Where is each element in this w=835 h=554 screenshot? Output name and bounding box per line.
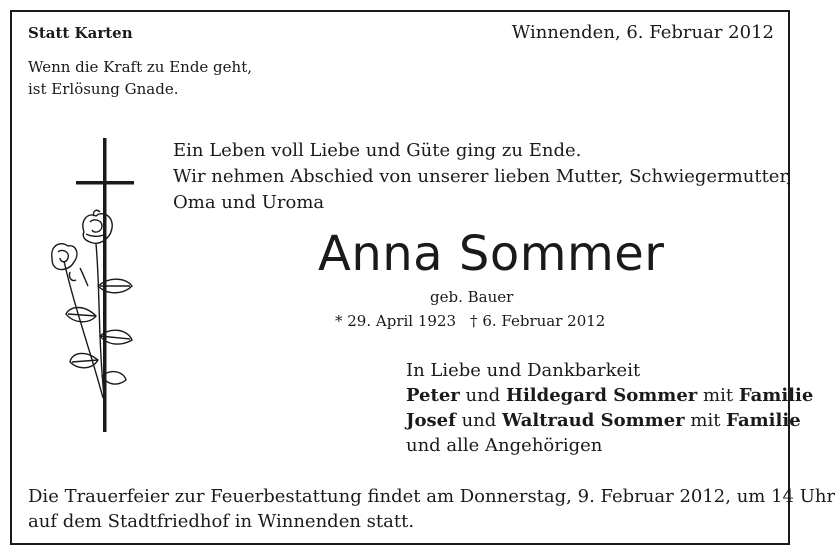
mourner-second-name: Hildegard Sommer: [505, 385, 698, 406]
cross-with-roses-icon: [40, 136, 160, 436]
mourner-row-2: [406, 408, 813, 433]
mourners-intro: In Liebe und Dankbarkeit: [406, 360, 641, 381]
mourner-first-name: Peter: [406, 385, 460, 406]
deceased-name: Anna Sommer: [318, 226, 665, 282]
mourner-row-1: [406, 383, 813, 408]
intro-text: [173, 138, 792, 216]
funeral-line-2: auf dem Stadtfriedhof in Winnenden statt.: [28, 511, 415, 532]
intro-line-3: Oma und Uroma: [173, 192, 325, 213]
death-date: † 6. Februar 2012: [470, 312, 606, 330]
life-dates: [335, 312, 605, 330]
mourner-und: und: [461, 410, 497, 431]
birth-date: * 29. April 1923: [335, 312, 457, 330]
mourner-second-name: Waltraud Sommer: [502, 410, 685, 431]
place-date: Winnenden, 6. Februar 2012: [511, 22, 774, 43]
motto: [28, 56, 252, 100]
born-name: geb. Bauer: [430, 288, 514, 306]
motto-line-2: ist Erlösung Gnade.: [28, 80, 179, 98]
intro-line-1: Ein Leben voll Liebe und Güte ging zu Ende.: [173, 140, 582, 161]
mourner-family: Familie: [738, 385, 814, 406]
intro-line-2: Wir nehmen Abschied von unserer lieben Mutter, Schwiegermutter,: [173, 166, 792, 187]
funeral-info: [28, 484, 835, 534]
mourner-family: Familie: [726, 410, 801, 431]
mourner-mit: mit: [703, 385, 734, 406]
mourner-first-name: Josef: [406, 410, 456, 431]
motto-line-1: Wenn die Kraft zu Ende geht,: [28, 58, 252, 76]
mourner-mit: mit: [690, 410, 721, 431]
statt-karten-label: Statt Karten: [28, 24, 133, 42]
mourner-und: und: [465, 385, 501, 406]
mourners-closing: und alle Angehörigen: [406, 435, 603, 456]
mourners-block: [406, 358, 813, 458]
funeral-line-1: Die Trauerfeier zur Feuerbestattung findet am Donnerstag, 9. Februar 2012, um 14 Uhr: [28, 486, 835, 507]
